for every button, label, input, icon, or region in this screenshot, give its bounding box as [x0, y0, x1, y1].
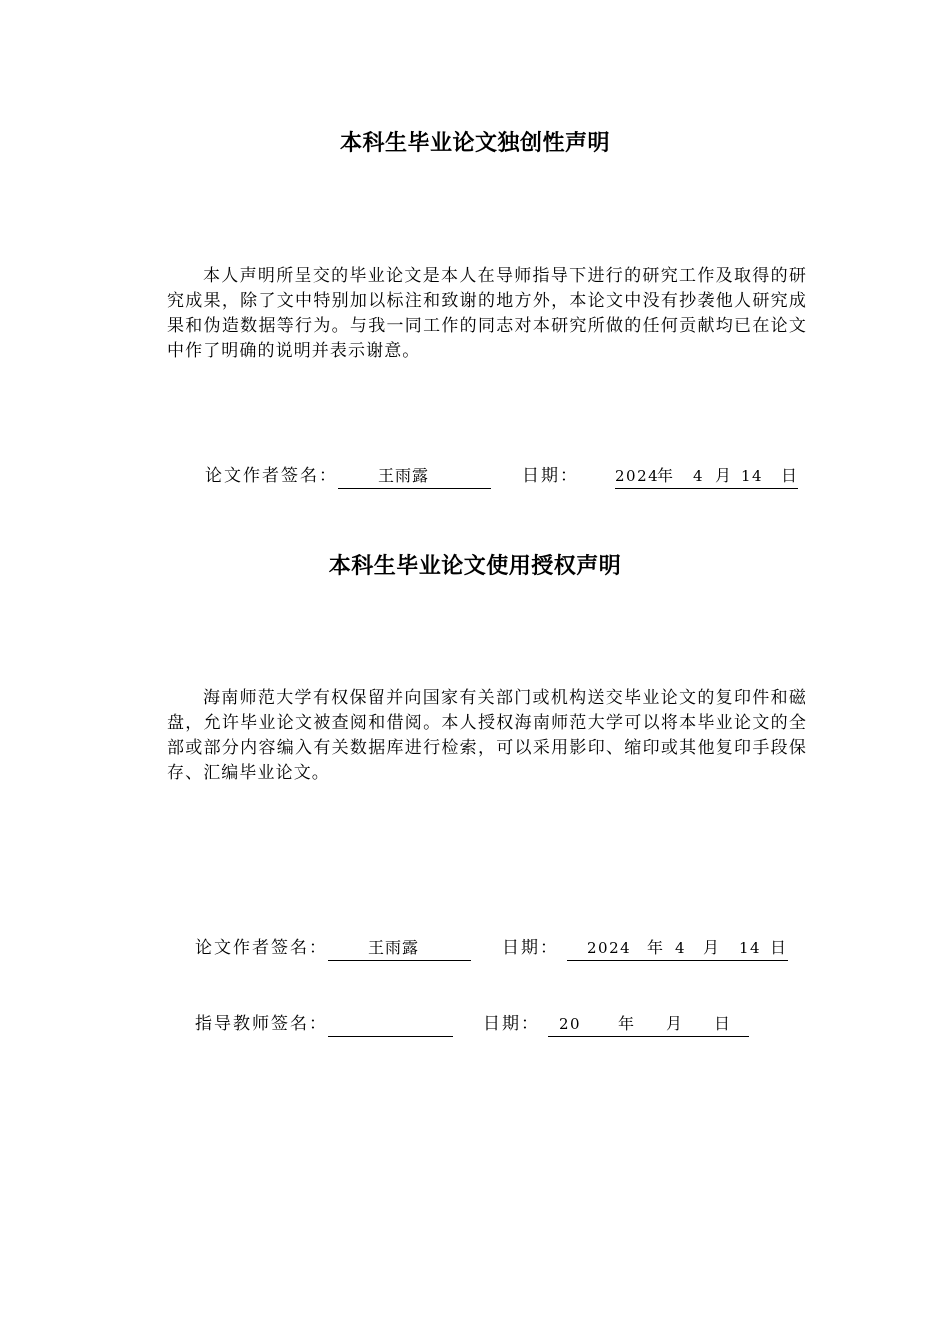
date-day-2: 14: [739, 939, 762, 957]
date-day-1: 14: [741, 467, 764, 485]
date-day-unit-2: 日: [770, 938, 788, 957]
originality-paragraph: 本人声明所呈交的毕业论文是本人在导师指导下进行的研究工作及取得的研究成果，除了文中特别加以标注和致谢的地方外，本论文中没有抄袭他人研究成果和伪造数据等行为。与我一同工作的同志对本研究所做的任何贡献均已在论文中作了明确的说明并表示谢意。: [167, 266, 807, 361]
date-year-2: 2024: [587, 939, 632, 957]
date-field-1[interactable]: [615, 464, 798, 489]
author-name-1: 王雨露: [378, 466, 430, 485]
date-month-unit-2: 月: [703, 938, 721, 957]
author-signature-label-2: 论文作者签名：: [195, 938, 328, 958]
authorization-paragraph: 海南师范大学有权保留并向国家有关部门或机构送交毕业论文的复印件和磁盘，允许毕业论文被查阅和借阅。本人授权海南师范大学可以将本毕业论文的全部或部分内容编入有关数据库进行检索，可以采用影印、缩印或其他复印手段保存、汇编毕业论文。: [167, 688, 807, 783]
author-name-2: 王雨露: [368, 938, 420, 957]
advisor-signature-label: 指导教师签名：: [195, 1014, 328, 1034]
date-label-2: 日期：: [502, 938, 559, 958]
author-signature-label-1: 论文作者签名：: [205, 466, 338, 486]
date-day-unit-3: 日: [714, 1014, 732, 1033]
date-month-1: 4: [693, 467, 705, 485]
date-year-1: 2024: [615, 467, 660, 485]
originality-title: 本科生毕业论文独创性声明: [339, 131, 610, 156]
authorization-title: 本科生毕业论文使用授权声明: [328, 554, 622, 579]
date-year-3: 20: [559, 1015, 582, 1033]
date-label-3: 日期：: [483, 1014, 540, 1034]
date-field-3[interactable]: [548, 1012, 749, 1037]
date-month-2: 4: [675, 939, 687, 957]
date-year-unit-3: 年: [618, 1014, 636, 1033]
date-day-unit-1: 日: [781, 466, 799, 485]
date-year-unit-2: 年: [647, 938, 665, 957]
date-year-unit-1: 年: [657, 466, 675, 485]
author-signature-field-1[interactable]: [338, 464, 491, 489]
author-signature-field-2[interactable]: [328, 936, 471, 961]
date-month-unit-3: 月: [666, 1014, 684, 1033]
date-month-unit-1: 月: [715, 466, 733, 485]
date-label-1: 日期：: [522, 466, 579, 486]
advisor-signature-field[interactable]: [328, 1012, 453, 1037]
date-field-2[interactable]: [567, 936, 788, 961]
